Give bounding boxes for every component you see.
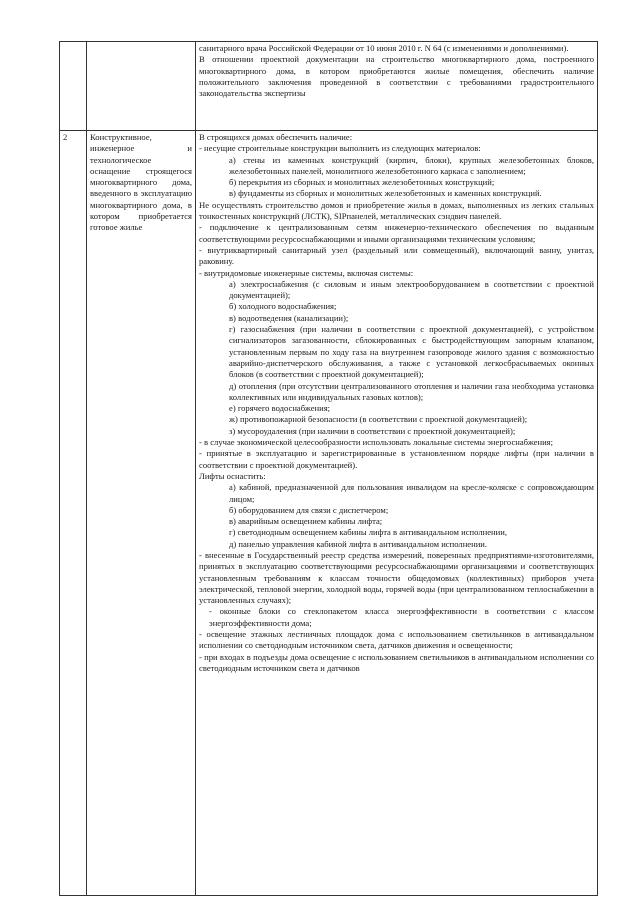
row-content-cell [196,42,598,131]
requirements-table [59,41,598,896]
list-item: б) оборудованием для связи с диспетчером; [229,504,389,515]
paragraph: В строящихся домах обеспечить наличие: [199,132,353,142]
list-item: а) электроснабжения (с силовым и иным электрооборудованием в соответствии с проектной документацией); [229,278,594,301]
list-item: г) газоснабжения (при наличии в соответствии с проектной документацией), с устройством сигнализаторов загазованности, сблокированных с быстродействующим запорным клапаном, установленным первым по ходу газа на внутреннем газопроводе жилого здания с возможностью аварийно-диспетчерского обслуживания, а также с установкой легкосбрасываемых оконных блоков (в соответствии с проектной документацией); [229,324,594,380]
paragraph: - подключение к централизованным сетям инженерно-технического обеспечения по выданным соответствующими ресурсоснабжающими и иными организациями техническим условиям; [199,222,594,244]
paragraph: - в случае экономической целесообразности использовать локальные системы энергоснабжения; [199,437,554,448]
row-number-cell [60,42,87,131]
list-item: б) перекрытия из сборных и монолитных железобетонных конструкций; [229,177,495,188]
table-row [60,131,598,896]
list-item: д) отопления (при отсутствии централизованного отопления и наличии газа необходима установка коллективных или индивидуальных газовых котлов); [229,380,594,402]
list-item: ж) противопожарной безопасности (в соответствии с проектной документацией); [229,414,528,425]
paragraph: - внутридомовые инженерные системы, включая системы: [199,267,414,278]
paragraph: В отношении проектной документации на строительство многоквартирного дома, построенного многоквартирного дома, в котором приобретаются жилые помещения, обеспечить наличие положительного заключения проведенной в соответствии с требованиями градостроительного законодательства экспертизы [199,54,594,99]
paragraph: - внутриквартирный санитарный узел (раздельный или совмещенный), включающий ванну, унитаз, раковину. [199,244,594,267]
paragraph: - оконные блоки со стеклопакетом класса энергоэффективности в соответствии с классом энергоэффективности дома; [209,606,594,628]
paragraph: - внесенные в Государственный реестр средства измерений, поверенных предприятиями-изготовителями, принятых в эксплуатацию соответствующими ресурсоснабжающими организациями и соответствующих установленным требованиям к классам точности общедомовых (коллективных) приборов учета электрической, тепловой энергии, холодной воды, горячей воды (при централизованном теплоснабжении в установленных случаях); [199,549,594,606]
row-label-cell [87,42,196,131]
list-item: а) стены из каменных конструкций (кирпич, блоки), крупных железобетонных блоков, железобетонных панелей, монолитного железобетонного каркаса с заполнением; [229,154,594,176]
paragraph: - при входах в подъезды дома освещение с использованием светильников в антивандальном исполнении со светодиодным источником света и датчиков [199,651,594,673]
paragraph: Не осуществлять строительство домов и приобретение жилья в домах, выполненных из легких стальных тонкостенных конструкций (ЛСТК), SIPпанелей, металлических сэндвич панелей. [199,199,594,222]
paragraph: - несущие строительные конструкции выполнить из следующих материалов: [199,143,481,154]
list-item: б) холодного водоснабжения; [229,301,337,312]
list-item: в) водоотведения (канализации); [229,312,349,323]
row-content-cell [196,131,598,896]
list-item: г) светодиодным освещением кабины лифта в антивандальном исполнении, [229,527,507,538]
list-item: в) фундаменты из сборных и монолитных железобетонных и каменных конструкций. [229,188,542,199]
paragraph: - принятые в эксплуатацию и зарегистрированные в установленном порядке лифты (при наличии в соответствии с проектной документацией). [199,448,594,470]
row-label-cell: Конструктивное, инженерное и технологическое оснащение строящегося многоквартирного дома, введенного в эксплуатацию многоквартирного дома, в котором приобретается готовое жилье [87,131,196,896]
list-item: а) кабиной, предназначенной для пользования инвалидом на кресле-коляске с сопровождающим лицом; [229,482,594,504]
paragraph: Лифты оснастить: [199,470,266,481]
table-row [60,42,598,131]
paragraph: - освещение этажных лестничных площадок дома с использованием светильников в антивандальном исполнении со светодиодным источником света, датчиков движения и освещенности; [199,629,594,651]
list-item: в) аварийным освещением кабины лифта; [229,516,383,527]
row-number-cell: 2 [60,131,87,896]
list-item: е) горячего водоснабжения; [229,403,331,414]
paragraph: санитарного врача Российской Федерации от 10 июня 2010 г. N 64 (с изменениями и дополнениями). [199,43,569,53]
list-item: з) мусороудаления (при наличии в соответствии с проектной документацией); [229,425,516,436]
list-item: д) панелью управления кабиной лифта в антивандальном исполнении. [229,538,488,549]
